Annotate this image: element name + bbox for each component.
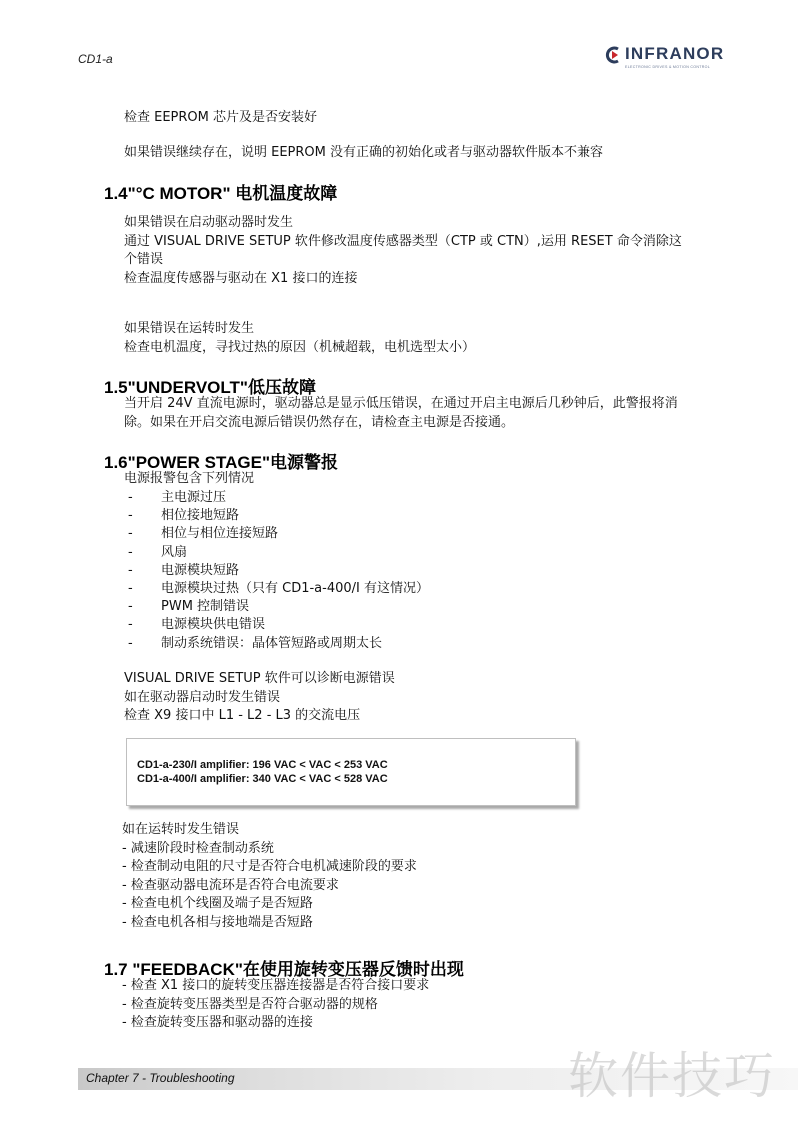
intro-line-2: 如果错误继续存在，说明 EEPROM 没有正确的初始化或者与驱动器软件版本不兼容 <box>124 145 604 160</box>
logo-subtitle: ELECTRONIC DRIVES & MOTION CONTROL <box>625 65 711 69</box>
list-item: - 电源模块短路 <box>128 562 240 578</box>
section-1-5-title: 1.5"UNDERVOLT"低压故障 <box>104 378 316 397</box>
list-item: - 相位接地短路 <box>128 508 240 524</box>
list-item: - 相位与相位连接短路 <box>128 526 279 542</box>
section-1-4-title: 1.4"°C MOTOR" 电机温度故障 <box>104 184 338 203</box>
list-item: - 电源模块供电错误 <box>128 617 266 633</box>
power-stage-bullet-list <box>128 489 429 653</box>
header-doc-id: CD1-a <box>78 52 113 66</box>
logo-text: INFRANOR <box>625 44 725 63</box>
list-item: - 主电源过压 <box>128 490 227 505</box>
list-item: - 电源模块过热（只有 CD1-a-400/I 有这情况） <box>128 581 429 597</box>
list-item: - PWM 控制错误 <box>128 599 250 615</box>
voltage-spec-230: CD1-a-230/I amplifier: 196 VAC < VAC < 253 VAC <box>137 759 388 771</box>
intro-line-1: 检查 EEPROM 芯片及是否安装好 <box>124 110 318 125</box>
logo-mark-icon <box>605 46 621 64</box>
section-1-4-block-b: 如果错误在运转时发生 检查电机温度，寻找过热的原因（机械超载，电机选型太小） <box>124 321 476 355</box>
list-item: - 风扇 <box>128 544 188 560</box>
section-1-6-title: 1.6"POWER STAGE"电源警报 <box>104 453 338 472</box>
voltage-spec-box <box>126 738 576 806</box>
footer-chapter: Chapter 7 - Troubleshooting <box>86 1071 235 1085</box>
section-1-7-body: - 检查 X1 接口的旋转变压器连接器是否符合接口要求 - 检查旋转变压器类型是否符合驱动器的规格 - 检查旋转变压器和驱动器的连接 <box>122 978 430 1030</box>
infranor-logo <box>605 44 730 74</box>
section-1-4-block-a: 如果错误在启动驱动器时发生 通过 VISUAL DRIVE SETUP 软件修改温度传感器类型（CTP 或 CTN）,运用 RESET 命令消除这 个错误 检查温度传感器与驱动在 X1 接口的连接 <box>124 215 682 286</box>
section-1-6-runtime: 如在运转时发生错误 - 减速阶段时检查制动系统 - 检查制动电阻的尺寸是否符合电机减速阶段的要求 - 检查驱动器电流环是否符合电流要求 - 检查电机个线圈及端子是否短路 - 检查电机各相与接地端是否短路 <box>122 822 417 930</box>
section-1-6-intro: 电源报警包含下列情况 <box>124 471 255 486</box>
voltage-spec-400: CD1-a-400/I amplifier: 340 VAC < VAC < 528 VAC <box>137 773 388 785</box>
watermark: 软件技巧 <box>568 1047 776 1105</box>
section-1-7-title: 1.7 "FEEDBACK"在使用旋转变压器反馈时出现 <box>104 960 464 979</box>
section-1-6-diagnostic: VISUAL DRIVE SETUP 软件可以诊断电源错误 如在驱动器启动时发生错误 检查 X9 接口中 L1 - L2 - L3 的交流电压 <box>124 671 395 723</box>
section-1-5-body: 当开启 24V 直流电源时，驱动器总是显示低压错误，在通过开启主电源后几秒钟后，此警报将消 除。如果在开启交流电源后错误仍然存在，请检查主电源是否接通。 <box>124 396 678 430</box>
list-item: - 制动系统错误：晶体管短路或周期太长 <box>128 635 383 651</box>
